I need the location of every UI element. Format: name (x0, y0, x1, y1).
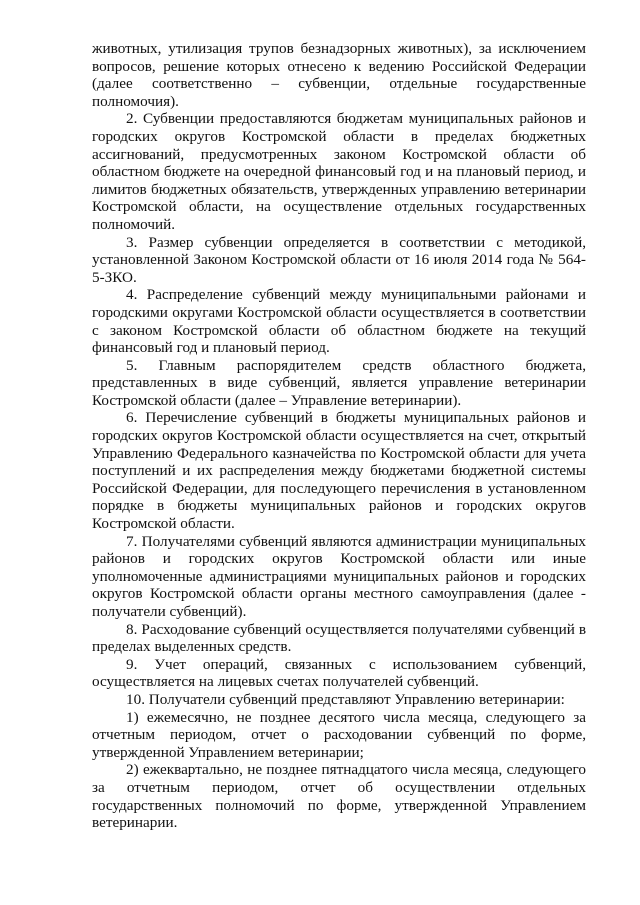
paragraph-10: 10. Получатели субвенций представляют Управлению ветеринарии: (126, 690, 565, 708)
paragraph-3: 3. Размер субвенции определяется в соответствии с методикой, установленной Законом Костромской области от 16 июля 2014 года № 564-5-ЗКО. (92, 233, 586, 286)
paragraph-4: 4. Распределение субвенций между муниципальными районами и городскими округами Костромской области осуществляется в соответствии с законом Костромской области об областном бюджете на текущий финансовый год и плановый период. (92, 286, 586, 357)
paragraph-6: 6. Перечисление субвенций в бюджеты муниципальных районов и городских округов Костромской области осуществляется на счет, открытый Управлению Федерального казначейства по Костромской области для учета поступлений и их распределения между бюджетами бюджетной системы Российской Федерации, для последующего перечисления в установленном порядке в бюджеты муниципальных районов и городских округов Костромской области. (92, 409, 586, 533)
paragraph-10-item-1: 1) ежемесячно, не позднее десятого числа месяца, следующего за отчетным периодом, отчет о расходовании субвенций по форме, утвержденной Управлением ветеринарии; (92, 708, 586, 761)
paragraph-continuation: животных, утилизация трупов безнадзорных животных), за исключением вопросов, решение которых отнесено к ведению Российской Федерации (далее соответственно – субвенции, отдельные государственные полномочия). (92, 40, 586, 110)
paragraph-9: 9. Учет операций, связанных с использованием субвенций, осуществляется на лицевых счетах получателей субвенций. (92, 655, 586, 691)
paragraph-2: 2. Субвенции предоставляются бюджетам муниципальных районов и городских округов Костромской области в пределах бюджетных ассигнований, предусмотренных законом Костромской области об областном бюджете на очередной финансовый год и на плановый период, и лимитов бюджетных обязательств, утвержденных управлению ветеринарии Костромской области, на осуществление отдельных государственных полномочий. (92, 110, 586, 233)
document-page (92, 40, 586, 832)
paragraph-10-item-2: 2) ежеквартально, не позднее пятнадцатого числа месяца, следующего за отчетным периодом, отчет об осуществлении отдельных государственных полномочий по форме, утвержденной Управлением ветеринарии. (92, 761, 586, 832)
paragraph-7: 7. Получателями субвенций являются администрации муниципальных районов и городских округов Костромской области или иные уполномоченные администрациями муниципальных районов и городских округов Костромской области органы местного самоуправления (далее - получатели субвенций). (92, 532, 586, 620)
paragraph-8: 8. Расходование субвенций осуществляется получателями субвенций в пределах выделенных средств. (92, 620, 586, 656)
paragraph-5: 5. Главным распорядителем средств областного бюджета, представленных в виде субвенций, является управление ветеринарии Костромской области (далее – Управление ветеринарии). (92, 356, 586, 409)
